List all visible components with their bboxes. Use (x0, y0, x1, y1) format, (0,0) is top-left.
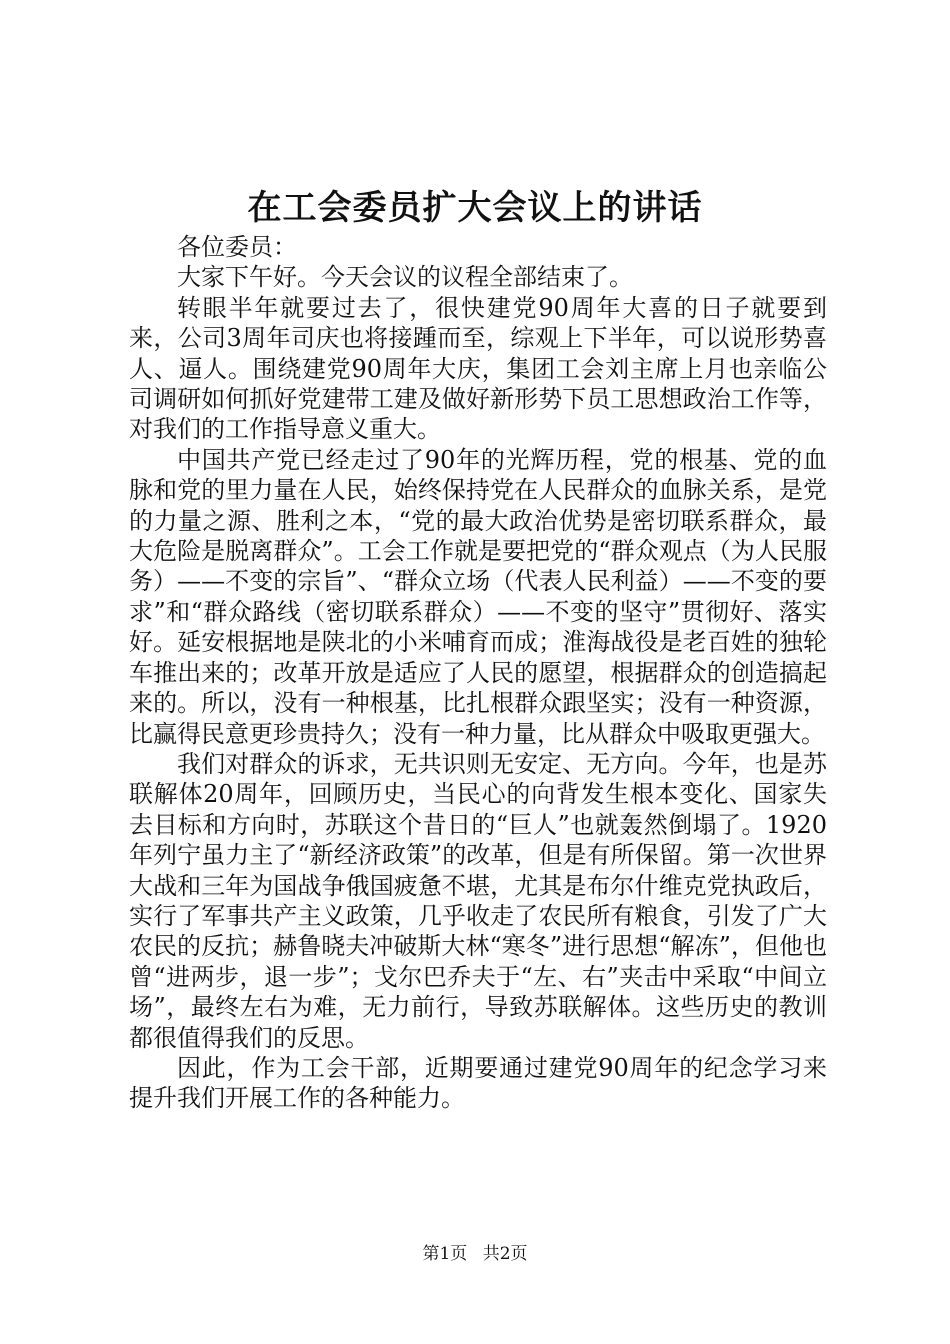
document-body (129, 232, 827, 1114)
paragraph: 大家下午好。今天会议的议程全部结束了。 (177, 263, 633, 292)
paragraph: 中国共产党已经走过了90年的光辉历程，党的根基、党的血脉和党的里力量在人民，始终保持党在人民群众的血脉关系，是党的力量之源、胜利之本，“党的最大政治优势是密切联系群众，最大危险是脱离群众”。工会工作就是要把党的“群众观点（为人民服务）——不变的宗旨”、“群众立场（代表人民利益）——不变的要求”和“群众路线（密切联系群众）——不变的坚守”贯彻好、落实好。延安根据地是陕北的小米哺育而成；淮海战役是老百姓的独轮车推出来的；改革开放是适应了人民的愿望，根据群众的创造搞起来的。所以，没有一种根基，比扎根群众跟坚实；没有一种资源，比赢得民意更珍贵持久；没有一种力量，比从群众中吸取更强大。 (129, 445, 827, 748)
paragraph: 因此，作为工会干部，近期要通过建党90周年的纪念学习来提升我们开展工作的各种能力。 (129, 1053, 827, 1113)
page-number: 第1页 (422, 1244, 468, 1264)
page-footer (0, 1242, 950, 1266)
document-title: 在工会委员扩大会议上的讲话 (247, 188, 703, 228)
page-total: 共2页 (482, 1244, 528, 1264)
salutation: 各位委员： (177, 233, 297, 261)
paragraph: 转眼半年就要过去了，很快建党90周年大喜的日子就要到来，公司3周年司庆也将接踵而至，综观上下半年，可以说形势喜人、逼人。围绕建党90周年大庆，集团工会刘主席上月也亲临公司调研如何抓好党建带工建及做好新形势下员工思想政治工作等，对我们的工作指导意义重大。 (129, 293, 827, 444)
paragraph: 我们对群众的诉求，无共识则无安定、无方向。今年，也是苏联解体20周年，回顾历史，当民心的向背发生根本变化、国家失去目标和方向时，苏联这个昔日的“巨人”也就轰然倒塌了。1920年列宁虽力主了“新经济政策”的改革，但是有所保留。第一次世界大战和三年为国战争俄国疲惫不堪，尤其是布尔什维克党执政后，实行了军事共产主义政策，几乎收走了农民所有粮食，引发了广大农民的反抗；赫鲁晓夫冲破斯大林“寒冬”进行思想“解冻”，但他也曾“进两步，退一步”；戈尔巴乔夫于“左、右”夹击中采取“中间立场”，最终左右为难，无力前行，导致苏联解体。这些历史的教训都很值得我们的反思。 (129, 749, 827, 1052)
